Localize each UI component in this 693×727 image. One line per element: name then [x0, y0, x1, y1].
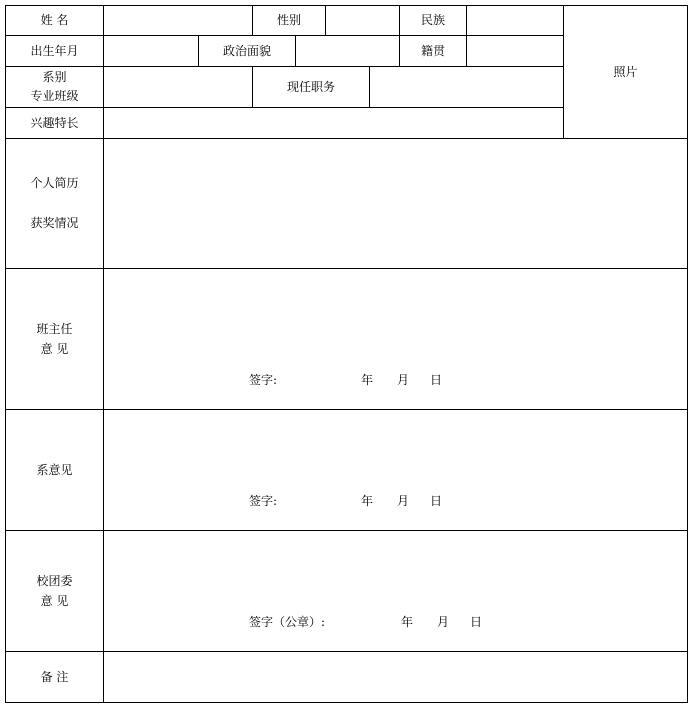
- league-label-line2: 意 见: [40, 594, 69, 608]
- gender-value[interactable]: [326, 10, 399, 30]
- political-value[interactable]: [296, 41, 399, 61]
- league-sign-label: 签字（公章）:: [249, 615, 326, 629]
- ethnicity-value[interactable]: [467, 10, 563, 30]
- position-label: 现任职务: [286, 80, 335, 94]
- border-top: [5, 5, 688, 6]
- dept-value[interactable]: [104, 77, 252, 97]
- remarks-content[interactable]: [104, 652, 687, 702]
- name-value[interactable]: [104, 10, 252, 30]
- birth-value[interactable]: [104, 41, 198, 61]
- teacher-sign-label: 签字:: [249, 373, 278, 387]
- league-month: 月: [437, 615, 450, 629]
- hobby-label: 兴趣特长: [30, 116, 79, 130]
- resume-label: 个人简历: [30, 176, 79, 190]
- row-line-1: [5, 35, 564, 36]
- dept-label-line2: 专业班级: [30, 89, 79, 103]
- teacher-label-line2: 意 见: [40, 342, 69, 356]
- dept-label-line1: 系别: [42, 70, 67, 84]
- gender-label: 性别: [276, 13, 301, 27]
- department-label: 系意见: [36, 463, 73, 477]
- department-opinion[interactable]: [104, 410, 687, 485]
- ethnicity-label: 民族: [420, 13, 445, 27]
- league-day: 日: [470, 615, 483, 629]
- league-label-line1: 校团委: [36, 574, 73, 588]
- row-line-3: [5, 107, 564, 108]
- teacher-year: 年: [361, 373, 374, 387]
- teacher-opinion[interactable]: [104, 269, 687, 364]
- photo-label: 照片: [613, 65, 638, 79]
- teacher-month: 月: [397, 373, 410, 387]
- hobby-value[interactable]: [104, 113, 563, 133]
- remarks-label: 备 注: [40, 670, 69, 684]
- teacher-day: 日: [430, 373, 443, 387]
- teacher-label-line1: 班主任: [36, 322, 73, 336]
- name-label: 姓 名: [40, 13, 69, 27]
- department-month: 月: [397, 494, 410, 508]
- awards-label: 获奖情况: [30, 216, 79, 230]
- position-value[interactable]: [370, 77, 563, 97]
- department-year: 年: [361, 494, 374, 508]
- political-label: 政治面貌: [222, 44, 271, 58]
- department-day: 日: [430, 494, 443, 508]
- border-bottom: [5, 702, 688, 703]
- resume-content[interactable]: [104, 139, 687, 268]
- birth-label: 出生年月: [30, 44, 79, 58]
- border-right: [687, 5, 688, 703]
- origin-value[interactable]: [467, 41, 563, 61]
- league-opinion[interactable]: [104, 531, 687, 606]
- department-sign-label: 签字:: [249, 494, 278, 508]
- league-year: 年: [401, 615, 414, 629]
- origin-label: 籍贯: [420, 44, 445, 58]
